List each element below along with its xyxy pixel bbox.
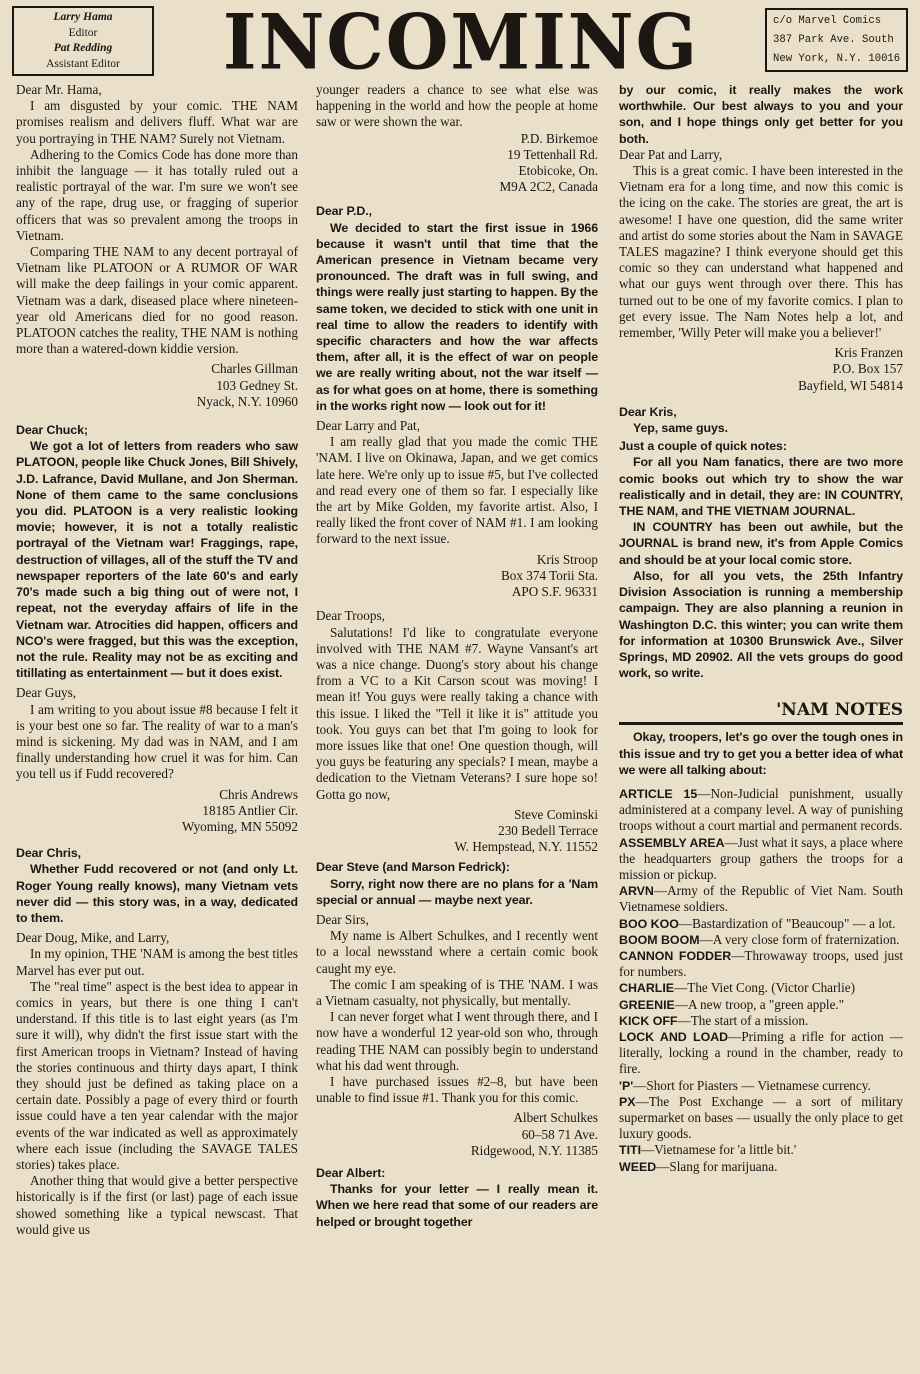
reply-paragraph: Whether Fudd recovered or not (and only Lt. Roger Young really knows), many Vietnam vets never did — this story was, in a way, dedicated to them. [16,862,298,925]
mailing-address-box [765,8,908,72]
assistant-editor-name: Pat Redding [53,42,113,54]
letter-paragraph: Another thing that would give a better perspective historically is if the first (or last) page of each issue showed something like a typical newscast. That would give us [16,1173,298,1237]
reply-salutation: Dear Chuck; [16,423,88,438]
reply-paragraph: by our comic, it really makes the work worthwhile. Our best always to you and your son, and I hope things only get better for you both. [619,83,903,146]
letter-signature [16,361,298,410]
letter-paragraph: Comparing THE NAM to any decent portrayal of Vietnam like PLATOON or A RUMOR OF WAR will make the deep failings in your comic apparent. Vietnam was a dark, diseased place where nineteen-year old Americans died for no good reason. PLATOON catches the reality, THE NAM is nothing more than a watered-down kiddie version. [16,244,298,357]
glossary-entry [619,1013,903,1029]
glossary-term: LOCK AND LOAD [619,1029,729,1044]
letter-paragraph: This is a great comic. I have been interested in the Vietnam era for a long time, and now this comic is the icing on the cake. The stories are great, the art is awesome! I have one question, did the same writer and artist do some stories about the Nam in SAVAGE TALES magazine? I think everyone should get this comic so they can understand what happened and what our guys went through over there. This has turned out to be one of my favorite comics. I plan to get every issue. The Nam Notes help a lot, and remember, 'Willy Peter will make you a believer!' [619,163,903,341]
glossary-entry [619,1078,903,1094]
glossary-definition: —Just what it says, a place where the headquarters group gathers the troops for a mission or pickup. [619,834,903,882]
letter-paragraph: Adhering to the Comics Code has done more than inhibit the language — it has totally ruled out a realistic portrayal of the war. I'm sure we won't see any of the rape, drug use, or fragging of superior officers that was so prevalent among the troops in Vietnam. [16,146,298,243]
glossary-entry [619,1159,903,1175]
glossary-entry [619,786,903,835]
letter-signature [316,552,598,601]
letter-signature [619,345,903,394]
glossary-entry [619,1142,903,1158]
letter-paragraph: Salutations! I'd like to congratulate everyone involved with THE NAM #7. Wayne Vansant's art was a nice change. Duong's story about his change from a VC to a Kit Carson scout was moving! I mean it! You guys were really taking a chance with this issue. I liked the "Tell it like it is" attitude you took. You guys can bet that I'm going to look for more issues like that one! One question though, will you guys be featuring any specials? I mean, maybe a dedication to the Vietnam Veterans? I sure hope so! Gotta go now, [316,624,598,802]
glossary-term: KICK OFF [619,1013,678,1028]
letter-salutation: Dear Doug, Mike, and Larry, [16,930,170,946]
letters-column-3 [619,82,903,1175]
letter-paragraph: I am really glad that you made the comic THE 'NAM. I live on Okinawa, Japan, and we get comics late here. We're only up to issue #5, but I've collected and read every one of them so far. I especially like the art by Mike Golden, my favorite artist. Also, I really liked the front cover of NAM #1. I am looking forward to the next issue. [316,434,598,547]
glossary-definition: —Throwaway troops, used just for numbers. [619,947,903,980]
letter-paragraph: The "real time" aspect is the best idea to appear in comics in years, but there is one thing I can't understand. If this title is to last eight years (as I'm sure it will), why didn't the first issue start with the first American troops in Vietnam? Instead of having the stories continuous and thirty days apart, I think they should just be defined as taking place on a certain date. Possibly a page of every third or fourth issue could have a ten year calendar with the major events of the war indicated as well as approximately where each issue (including the SAVAGE TALES stories) takes place. [16,978,298,1172]
letter-salutation: Dear Guys, [16,685,77,701]
signature-line: Charles Gillman [211,361,298,377]
signature-line: Albert Schulkes [513,1110,598,1126]
glossary-definition: —Army of the Republic of Viet Nam. South Vietnamese soldiers. [619,883,903,915]
glossary-definition: —Non-Judicial punishment, usually administered at a company level. A way of punishing troops without a court martial and permanent records. [619,785,903,834]
glossary-definition: —Short for Piasters — Vietnamese currency. [633,1077,871,1093]
glossary-entry [619,916,903,932]
editor-credits-box [12,6,154,76]
glossary-entry [619,997,903,1013]
signature-line: P.O. Box 157 [832,361,903,377]
glossary-term: BOO KOO [619,916,679,931]
letter-signature [316,131,598,196]
reply-paragraph: Yep, same guys. [633,421,728,436]
signature-line: Kris Franzen [834,345,903,361]
glossary-term: ARTICLE 15 [619,786,698,801]
reply-paragraph: For all you Nam fanatics, there are two more comic books out which try to show the war realistically and in detail, they are: IN COUNTRY, THE NAM, and THE VIETNAM JOURNAL. [619,455,903,519]
glossary [619,786,903,1175]
letter-paragraph: I have purchased issues #2–8, but have been unable to find issue #1. Thank you for this comic. [316,1073,598,1106]
glossary-term: BOOM BOOM [619,932,700,947]
signature-line: Nyack, N.Y. 10960 [196,393,298,409]
letter-paragraph: younger readers a chance to see what else was happening in the world and how the people at home saw or were shown the war. [316,82,598,130]
reply-paragraph: IN COUNTRY has been out awhile, but the JOURNAL is brand new, it's from Apple Comics and should be at your local comic store. [619,520,903,567]
editor-role: Editor [68,26,98,39]
reply-salutation: Dear Kris, [619,404,677,419]
letters-column-2 [316,82,598,1230]
glossary-definition: —The Viet Cong. (Victor Charlie) [674,980,855,996]
glossary-definition: —Bastardization of "Beaucoup" — a lot. [678,915,896,931]
signature-line: W. Hempstead, N.Y. 11552 [454,839,598,855]
reply-salutation: Dear Steve (and Marson Fedrick): [316,860,510,875]
reply-paragraph: We decided to start the first issue in 1966 because it wasn't until that time that the American presence in Vietnam became very pronounced. The draft was in full swing, and things were really just starting to happen. By the same token, we decided to stick with one unit in real time to allow the readers to identify with specific characters and how the war affects them, after all, it is the effect of war on people we are really writing about, not the war itself — as for what goes on at home, there is something in the works right now — look out for it! [316,220,598,413]
reply-paragraph: Sorry, right now there are no plans for a 'Nam special or annual — maybe next year. [316,876,598,907]
letter-paragraph: My name is Albert Schulkes, and I recently went to a local newsstand where a certain comic book caught my eye. [316,928,598,976]
signature-line: 230 Bedell Terrace [498,822,598,838]
glossary-entry [619,883,903,915]
letters-column-1 [16,82,298,1238]
signature-line: 60–58 71 Ave. [521,1126,598,1142]
signature-line: Kris Stroop [536,551,598,567]
glossary-definition: —Slang for marijuana. [656,1158,778,1174]
letter-signature [316,807,598,856]
reply-salutation: Dear Albert: [316,1166,386,1180]
nam-notes-intro: Okay, troopers, let's go over the tough ones in this issue and try to get you a better idea of what we were all talking about: [619,730,903,777]
letter-paragraph: The comic I am speaking of is THE 'NAM. I was a Vietnam casualty, not physically, but mentally. [316,976,598,1008]
page-title: INCOMING [222,0,700,87]
signature-line: 19 Tettenhall Rd. [507,146,598,162]
glossary-term: PX [619,1094,636,1109]
nam-notes-heading: 'NAM NOTES [619,699,903,725]
reply-salutation: Dear P.D., [316,204,372,219]
letter-signature [316,1110,598,1159]
letter-salutation: Dear Larry and Pat, [316,418,420,434]
letter-salutation: Dear Pat and Larry, [619,146,723,162]
glossary-term: TITI [619,1143,642,1158]
signature-line: APO S.F. 96331 [511,584,598,600]
reply-paragraph: We got a lot of letters from readers who saw PLATOON, people like Chuck Jones, Bill Shively, J.D. Lafrance, David Mullane, and Jon Sherman. None of them came to the same conclusions you did. PLATOON is a very realistic looking movie; however, it is not a totally realistic portrayal of the Vietnam war! Fraggings, rape, destruction of villages, all of the stuff the TV and newspaper reporters of the late 60's and early 70's made such a big thing out of were not, I repeat, not the everyday affairs of life in the Vietnam war. Atrocities did happen, officers and NCO's were fragged, but this was the exception, not the rule. Reality may not be as exciting and titillating as entertainment — but it does exist. [16,439,298,681]
glossary-term: ARVN [619,884,654,899]
letter-salutation: Dear Mr. Hama, [16,82,102,97]
glossary-entry [619,835,903,884]
letter-signature [16,787,298,836]
glossary-term: WEED [619,1159,657,1174]
letter-paragraph: In my opinion, THE 'NAM is among the best titles Marvel has ever put out. [16,946,298,978]
signature-line: 18185 Antlier Cir. [202,802,298,818]
glossary-entry [619,980,903,996]
address-line: c/o Marvel Comics [773,15,882,27]
signature-line: Steve Cominski [514,806,598,822]
glossary-entry [619,1094,903,1143]
glossary-term: GREENIE [619,997,675,1012]
signature-line: Ridgewood, N.Y. 11385 [470,1142,598,1158]
editor-name: Larry Hama [53,11,113,23]
reply-paragraph: Also, for all you vets, the 25th Infantry Division Association is running a membership campaign. They are also planning a reunion in Washington D.C. this winter; you can write them for information at 10300 Brunswick Ave., Silver Springs, MD 20902. All the vets groups do good work, so write. [619,568,903,681]
signature-line: Bayfield, WI 54814 [798,377,903,393]
letter-paragraph: I am writing to you about issue #8 because I felt it is your best one so far. The reality of war to a man's mind is sickening. My dad was in NAM, and I am finally understanding how cruel it was for him. Can you tell us if Fudd recovered? [16,701,298,782]
glossary-term: CANNON FODDER [619,948,732,963]
signature-line: P.D. Birkemoe [520,130,598,146]
glossary-definition: —A new troop, a "green apple." [674,996,845,1012]
address-line: New York, N.Y. 10016 [773,53,901,65]
assistant-editor-role: Assistant Editor [46,57,120,70]
glossary-definition: —Priming a rifle for action — literally, locking a round in the chamber, ready to fire. [619,1028,903,1077]
signature-line: M9A 2C2, Canada [499,179,598,195]
glossary-definition: —Vietnamese for 'a little bit.' [641,1142,797,1158]
glossary-entry [619,1029,903,1078]
address-line: 387 Park Ave. South [773,34,894,46]
glossary-definition: —A very close form of fraternization. [699,931,900,947]
reply-salutation: Dear Chris, [16,846,82,861]
signature-line: 103 Gedney St. [216,377,298,393]
reply-paragraph: Thanks for your letter — I really mean it. When we here read that some of our readers are helped or brought together [316,1182,598,1229]
signature-line: Box 374 Torii Sta. [500,567,598,583]
glossary-definition: —The Post Exchange — a sort of military supermarket on bases — usually the only place to get luxury goods. [619,1093,903,1142]
signature-line: Etobicoke, On. [518,163,598,179]
masthead [0,0,920,87]
signature-line: Chris Andrews [219,786,298,802]
glossary-entry [619,932,903,948]
glossary-entry [619,948,903,980]
reply-paragraph: Just a couple of quick notes: [619,439,787,454]
glossary-term: CHARLIE [619,981,675,996]
signature-line: Wyoming, MN 55092 [181,818,298,834]
glossary-definition: —The start of a mission. [677,1012,809,1028]
letter-salutation: Dear Troops, [316,608,385,624]
letter-salutation: Dear Sirs, [316,911,369,927]
glossary-term: 'P' [619,1078,634,1093]
letter-paragraph: I can never forget what I went through there, and I now have a wonderful 12 year-old son who, through reading THE NAM can possibly begin to understand what his dad went through. [316,1009,598,1073]
letter-paragraph: I am disgusted by your comic. THE NAM promises realism and delivers fluff. What war are you portraying in THE NAM? Surely not Vietnam. [16,98,298,146]
glossary-term: ASSEMBLY AREA [619,835,725,850]
